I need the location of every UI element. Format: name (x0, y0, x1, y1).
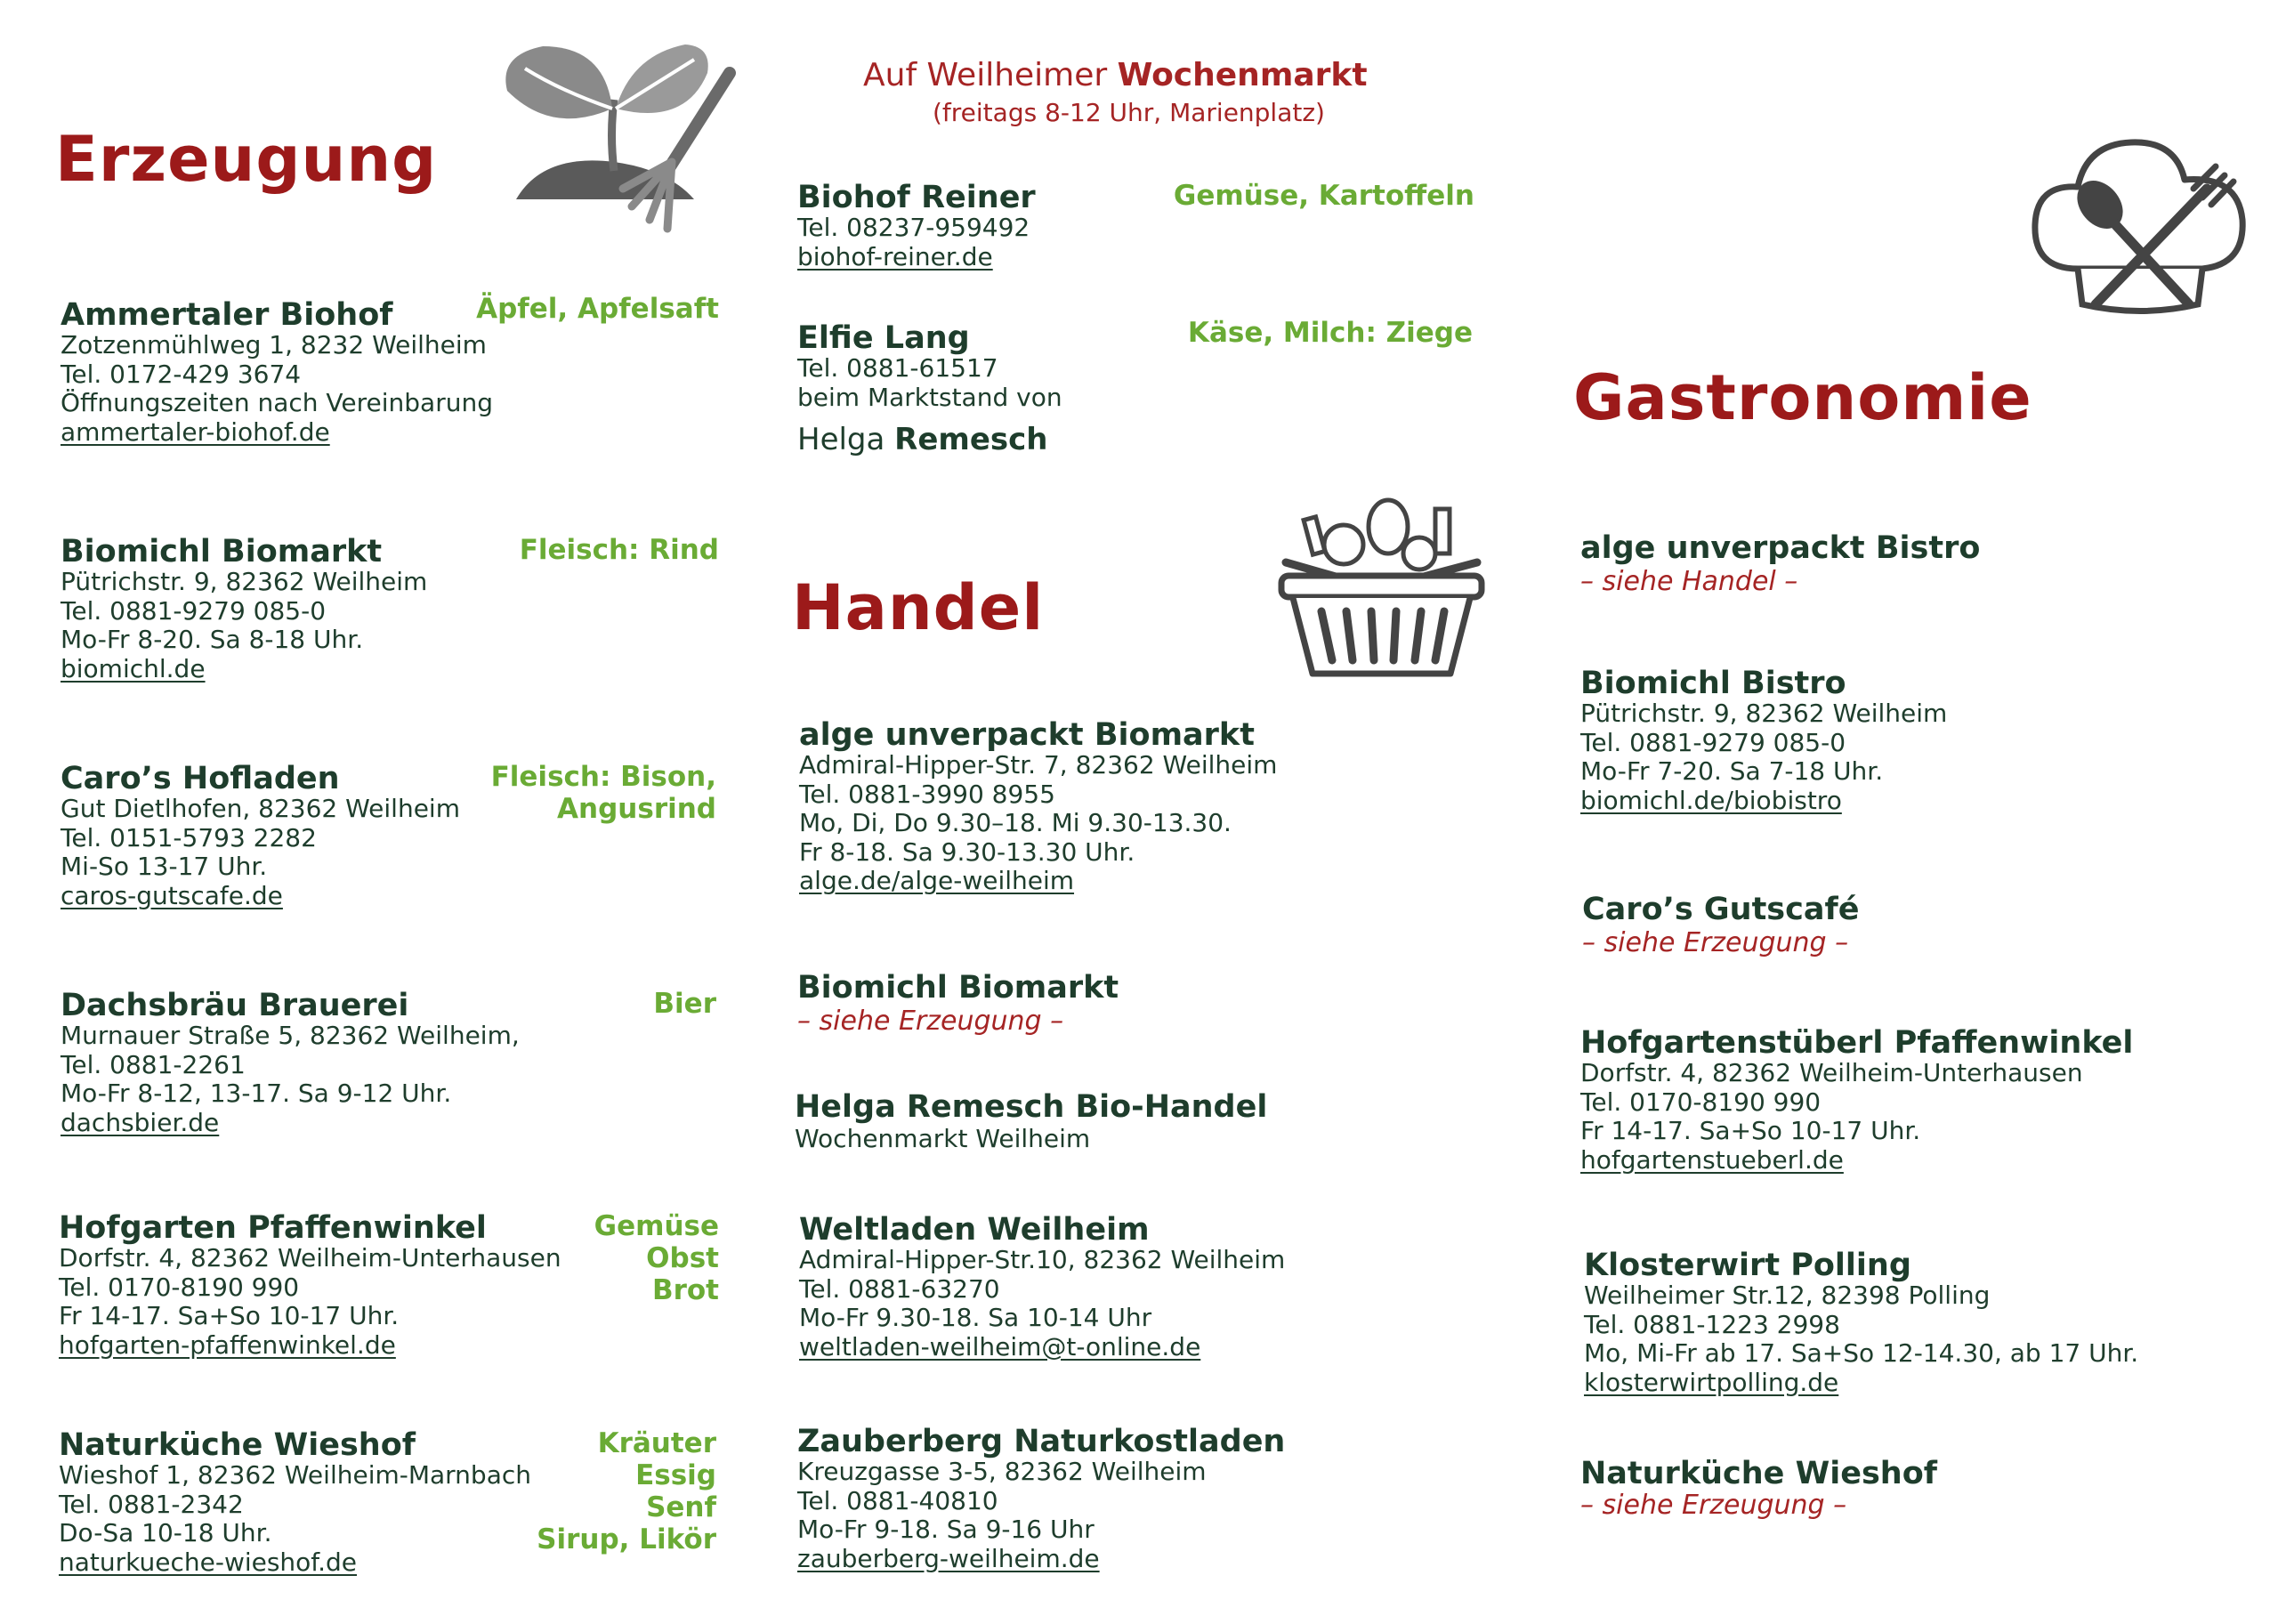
chef-hat-cutlery-icon (2024, 126, 2256, 318)
entry-category: Käse, Milch: Ziege (1187, 317, 1473, 349)
entry-name: Helga Remesch Bio-Handel (795, 1089, 1268, 1125)
entry-category: Fleisch: Rind (519, 534, 719, 566)
market-stand-owner: Helga Remesch (797, 422, 1048, 457)
entry-link[interactable]: alge.de/alge-weilheim (799, 866, 1075, 895)
entry-name: Klosterwirt Polling (1584, 1248, 1911, 1283)
heading-gastronomie: Gastronomie (1573, 361, 2032, 434)
entry-category: Gemüse Obst Brot (594, 1210, 719, 1306)
entry-reference: – siehe Handel – (1580, 566, 1798, 597)
entry-name: alge unverpackt Bistro (1580, 530, 1981, 566)
entry-name: alge unverpackt Biomarkt (799, 717, 1255, 753)
entry-details: Dorfstr. 4, 82362 Weilheim-Unterhausen Tel. 0170-8190 990 Fr 14-17. Sa+So 10-17 Uhr. hofgartenstueberl.de (1580, 1058, 2083, 1175)
entry-details: Zotzenmühlweg 1, 8232 Weilheim Tel. 0172-429 3674 Öffnungszeiten nach Vereinbarung ammertaler-biohof.de (61, 330, 493, 447)
entry-link[interactable]: hofgarten-pfaffenwinkel.de (59, 1329, 396, 1360)
entry-link[interactable]: hofgartenstueberl.de (1580, 1144, 1844, 1175)
market-title: Auf Weilheimer Wochenmarkt (863, 57, 1368, 93)
entry-category: Äpfel, Apfelsaft (476, 293, 719, 325)
entry-name: Weltladen Weilheim (799, 1212, 1150, 1248)
entry-name: Biomichl Biomarkt (797, 970, 1119, 1006)
entry-category: Kräuter Essig Senf Sirup, Likör (537, 1427, 716, 1555)
entry-name: Ammertaler Biohof (61, 297, 393, 333)
entry-details: Admiral-Hipper-Str.10, 82362 Weilheim Tel. 0881-63270 Mo-Fr 9.30-18. Sa 10-14 Uhr weltladen-weilheim@t-online.de (799, 1245, 1286, 1361)
entry-category: Bier (653, 988, 716, 1020)
entry-name: Zauberberg Naturkostladen (797, 1424, 1286, 1459)
entry-details: Weilheimer Str.12, 82398 Polling Tel. 0881-1223 2998 Mo, Mi-Fr ab 17. Sa+So 12-14.30, ab 17 Uhr. klosterwirtpolling.de (1584, 1281, 2139, 1397)
entry-name: Naturküche Wieshof (1580, 1456, 1937, 1491)
entry-name: Dachsbräu Brauerei (61, 988, 409, 1023)
entry-link[interactable]: ammertaler-biohof.de (61, 416, 330, 447)
entry-link[interactable]: biomichl.de (61, 653, 206, 683)
market-subtitle: (freitags 8-12 Uhr, Marienplatz) (933, 98, 1325, 127)
entry-link[interactable]: klosterwirtpolling.de (1584, 1367, 1839, 1397)
entry-name: Biomichl Biomarkt (61, 534, 383, 570)
entry-category: Gemüse, Kartoffeln (1173, 180, 1474, 212)
entry-link[interactable]: caros-gutscafe.de (61, 880, 283, 910)
entry-name: Caro’s Hofladen (61, 761, 340, 796)
entry-details: Pütrichstr. 9, 82362 Weilheim Tel. 0881-9279 085-0 Mo-Fr 8-20. Sa 8-18 Uhr. biomichl.de (61, 567, 428, 683)
heading-erzeugung: Erzeugung (55, 123, 438, 196)
entry-link[interactable]: biohof-reiner.de (797, 241, 993, 271)
entry-details: Kreuzgasse 3-5, 82362 Weilheim Tel. 0881-40810 Mo-Fr 9-18. Sa 9-16 Uhr zauberberg-weilheim.de (797, 1457, 1207, 1573)
entry-link[interactable]: naturkueche-wieshof.de (59, 1547, 358, 1577)
entry-details: Dorfstr. 4, 82362 Weilheim-Unterhausen Tel. 0170-8190 990 Fr 14-17. Sa+So 10-17 Uhr. hofgarten-pfaffenwinkel.de (59, 1243, 561, 1360)
entry-name: Hofgartenstüberl Pfaffenwinkel (1580, 1025, 2134, 1061)
entry-name: Elfie Lang (797, 320, 970, 356)
entry-name: Naturküche Wieshof (59, 1427, 416, 1463)
entry-details: Admiral-Hipper-Str. 7, 82362 Weilheim Tel. 0881-3990 8955 Mo, Di, Do 9.30–18. Mi 9.30-13.30. Fr 8-18. Sa 9.30-13.30 Uhr. alge.de/alge-weilheim (799, 750, 1278, 895)
entry-category: Fleisch: Bison, Angusrind (490, 761, 716, 825)
entry-details: Tel. 08237-959492 biohof-reiner.de (797, 213, 1030, 271)
entry-details: Gut Dietlhofen, 82362 Weilheim Tel. 0151-5793 2282 Mi-So 13-17 Uhr. caros-gutscafe.de (61, 794, 460, 910)
heading-handel: Handel (792, 571, 1045, 644)
entry-name: Biohof Reiner (797, 180, 1036, 215)
entry-reference: – siehe Erzeugung – (1582, 927, 1849, 958)
entry-name: Caro’s Gutscafé (1582, 892, 1860, 927)
entry-link[interactable]: zauberberg-weilheim.de (797, 1543, 1100, 1573)
entry-details: Wieshof 1, 82362 Weilheim-Marnbach Tel. 0881-2342 Do-Sa 10-18 Uhr. naturkueche-wieshof.de (59, 1460, 532, 1577)
entry-details: Murnauer Straße 5, 82362 Weilheim, Tel. 0881-2261 Mo-Fr 8-12, 13-17. Sa 9-12 Uhr. dachsbier.de (61, 1021, 520, 1137)
plant-fork-icon (489, 37, 747, 242)
entry-reference: – siehe Erzeugung – (797, 1006, 1064, 1037)
grocery-basket-icon (1277, 491, 1486, 683)
entry-details: Wochenmarkt Weilheim (795, 1124, 1091, 1153)
entry-details: Tel. 0881-61517 beim Marktstand von (797, 353, 1062, 412)
entry-reference: – siehe Erzeugung – (1580, 1490, 1847, 1521)
entry-link[interactable]: weltladen-weilheim@t-online.de (799, 1331, 1201, 1361)
entry-name: Hofgarten Pfaffenwinkel (59, 1210, 487, 1246)
entry-name: Biomichl Bistro (1580, 666, 1846, 701)
entry-link[interactable]: biomichl.de/biobistro (1580, 785, 1842, 815)
entry-details: Pütrichstr. 9, 82362 Weilheim Tel. 0881-9279 085-0 Mo-Fr 7-20. Sa 7-18 Uhr. biomichl.de/biobistro (1580, 699, 1948, 815)
entry-link[interactable]: dachsbier.de (61, 1107, 220, 1137)
